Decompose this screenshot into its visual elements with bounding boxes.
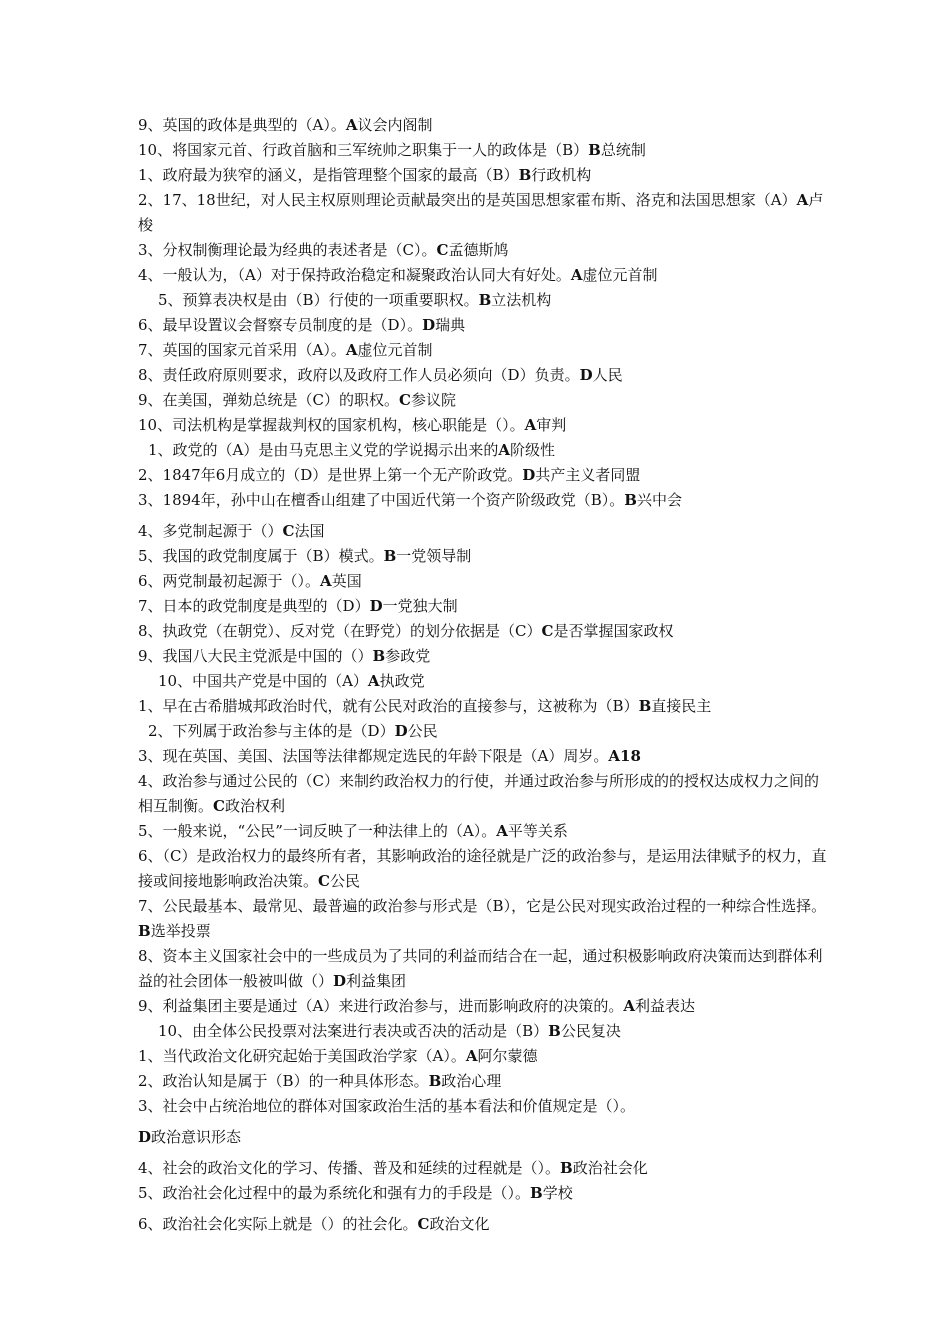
list-item <box>138 263 828 288</box>
question-text: 4、政治参与通过公民的（C）来制约政治权力的行使，并通过政治参与所形成的的授权达成权力之间的相互制衡。 <box>138 772 820 815</box>
question-text: 1、当代政治文化研究起始于美国政治学家（A）。 <box>138 1047 466 1065</box>
answer-text: 公民 <box>407 722 438 740</box>
answer-text: 英国 <box>331 572 362 590</box>
question-text: 10、将国家元首、行政首脑和三军统帅之职集于一人的政体是（B） <box>138 141 589 159</box>
answer-text: 卢梭 <box>138 191 824 234</box>
question-text: 5、预算表决权是由（B）行使的一项重要职权。 <box>158 291 479 309</box>
answer-key: D <box>369 597 383 615</box>
answer-text: 瑞典 <box>435 316 466 334</box>
answer-text: 行政机构 <box>531 166 592 184</box>
list-item <box>138 188 828 238</box>
answer-key: A <box>796 191 809 209</box>
answer-text: 政治文化 <box>429 1215 490 1233</box>
question-text: 10、中国共产党是中国的（A） <box>158 672 368 690</box>
question-text: 1、政党的（A）是由马克思主义党的学说揭示出来的 <box>148 441 499 459</box>
answer-text: 执政党 <box>379 672 425 690</box>
list-item <box>138 413 828 438</box>
answer-key: C <box>417 1215 430 1233</box>
list-item <box>138 363 828 388</box>
answer-text: 参议院 <box>410 391 456 409</box>
list-item <box>138 744 828 769</box>
answer-key: B <box>638 697 652 715</box>
answer-key: B <box>478 291 492 309</box>
answer-key: C <box>318 872 330 890</box>
list-item <box>138 1094 828 1119</box>
question-text: 8、执政党（在朝党）、反对党（在野党）的划分依据是（C） <box>138 622 542 640</box>
answer-key: A <box>570 266 583 284</box>
list-item <box>138 1019 828 1044</box>
question-text: 1、早在古希腊城邦政治时代，就有公民对政治的直接参与，这被称为（B） <box>138 697 639 715</box>
answer-text: 利益集团 <box>346 972 407 990</box>
list-item <box>138 719 828 744</box>
question-text: 4、多党制起源于（） <box>138 522 283 540</box>
list-item <box>138 1125 828 1150</box>
question-text: 2、1847年6月成立的（D）是世界上第一个无产阶政党。 <box>138 466 523 484</box>
question-text: 6、政治社会化实际上就是（）的社会化。 <box>138 1215 418 1233</box>
answer-key: A <box>496 822 508 840</box>
answer-key: C <box>399 391 411 409</box>
question-text: 1、政府最为狭窄的涵义，是指管理整个国家的最高（B） <box>138 166 519 184</box>
answer-key: A <box>524 416 537 434</box>
list-item <box>138 463 828 488</box>
answer-text: 平等关系 <box>507 822 568 840</box>
list-item <box>138 1212 828 1237</box>
list-item <box>138 113 828 138</box>
question-text: 9、在美国，弹劾总统是（C）的职权。 <box>138 391 400 409</box>
answer-text: 参政党 <box>385 647 431 665</box>
answer-text: 政治权利 <box>224 797 285 815</box>
answer-key: A <box>498 441 511 459</box>
answer-key: A <box>345 341 358 359</box>
answer-text: 阶级性 <box>510 441 556 459</box>
list-item <box>138 1156 828 1181</box>
answer-key: D <box>333 972 347 990</box>
question-text: 3、现在英国、美国、法国等法律都规定选民的年龄下限是（A）周岁。 <box>138 747 609 765</box>
answer-key: B <box>624 491 637 509</box>
answer-key: D <box>394 722 408 740</box>
answer-key: B <box>138 922 151 940</box>
answer-key: C <box>213 797 225 815</box>
question-text: 4、社会的政治文化的学习、传播、普及和延续的过程就是（）。 <box>138 1159 561 1177</box>
answer-text: 是否掌握国家政权 <box>553 622 674 640</box>
answer-key: B <box>518 166 532 184</box>
answer-key: B <box>560 1159 573 1177</box>
answer-text: 政治社会化 <box>572 1159 648 1177</box>
list-item <box>138 519 828 544</box>
answer-key: A <box>320 572 332 590</box>
list-item <box>138 1069 828 1094</box>
answer-key: B <box>588 141 601 159</box>
question-text: 4、一般认为，（A）对于保持政治稳定和凝聚政治认同大有好处。 <box>138 266 571 284</box>
list-item <box>138 844 828 894</box>
answer-text: 直接民主 <box>651 697 712 715</box>
list-item <box>138 594 828 619</box>
question-text: 7、英国的国家元首采用（A）。 <box>138 341 346 359</box>
answer-text: 孟德斯鸠 <box>448 241 509 259</box>
answer-text: 共产主义者同盟 <box>535 466 641 484</box>
list-item <box>138 288 828 313</box>
list-item <box>138 1044 828 1069</box>
question-text: 5、我国的政党制度属于（B）模式。 <box>138 547 384 565</box>
question-text: 9、英国的政体是典型的（A）。 <box>138 116 346 134</box>
answer-text: 一党领导制 <box>396 547 472 565</box>
question-text: 2、下列属于政治参与主体的是（D） <box>148 722 395 740</box>
answer-text: 利益表达 <box>635 997 696 1015</box>
question-text: 5、政治社会化过程中的最为系统化和强有力的手段是（）。 <box>138 1184 531 1202</box>
list-item <box>138 769 828 819</box>
answer-text: 一党独大制 <box>382 597 458 615</box>
question-text: 6、最早设置议会督察专员制度的是（D）。 <box>138 316 423 334</box>
answer-text: 总统制 <box>600 141 646 159</box>
answer-text: 虚位元首制 <box>582 266 658 284</box>
answer-text: 阿尔蒙德 <box>477 1047 538 1065</box>
answer-text: 兴中会 <box>636 491 682 509</box>
question-text: 6、两党制最初起源于（）。 <box>138 572 321 590</box>
list-item <box>138 819 828 844</box>
list-item <box>138 1181 828 1206</box>
answer-key: A <box>367 672 380 690</box>
answer-text: 公民 <box>329 872 360 890</box>
list-item <box>138 338 828 363</box>
answer-key: A <box>345 116 358 134</box>
answer-text: 公民复决 <box>560 1022 621 1040</box>
list-item <box>138 313 828 338</box>
answer-text: 审判 <box>536 416 567 434</box>
answer-key: B <box>372 647 386 665</box>
list-item <box>138 944 828 994</box>
question-text: 3、分权制衡理论最为经典的表述者是（C）。 <box>138 241 437 259</box>
answer-key: D <box>522 466 536 484</box>
question-text: 8、责任政府原则要求，政府以及政府工作人员必须向（D）负责。 <box>138 366 580 384</box>
question-list <box>138 113 828 1237</box>
list-item <box>138 694 828 719</box>
answer-text: 选举投票 <box>150 922 211 940</box>
question-text: 8、资本主义国家社会中的一些成员为了共同的利益而结合在一起，通过积极影响政府决策而达到群体利益的社会团体一般被叫做（） <box>138 947 823 990</box>
list-item <box>138 894 828 944</box>
question-text: 3、社会中占统治地位的群体对国家政治生活的基本看法和价值规定是（）。 <box>138 1097 636 1115</box>
answer-text: 政治意识形态 <box>151 1128 242 1146</box>
list-item <box>138 388 828 413</box>
answer-key: C <box>436 241 449 259</box>
question-text: 10、由全体公民投票对法案进行表决或否决的活动是（B） <box>158 1022 549 1040</box>
list-item <box>138 619 828 644</box>
list-item <box>138 488 828 513</box>
answer-text: 立法机构 <box>491 291 552 309</box>
list-item <box>138 669 828 694</box>
answer-key: B <box>548 1022 561 1040</box>
question-text: 2、政治认知是属于（B）的一种具体形态。 <box>138 1072 429 1090</box>
answer-text: 议会内阁制 <box>357 116 433 134</box>
answer-text: 法国 <box>294 522 325 540</box>
answer-key: A <box>623 997 636 1015</box>
answer-key: D <box>422 316 436 334</box>
question-text: 9、我国八大民主党派是中国的（） <box>138 647 373 665</box>
answer-key: D <box>579 366 593 384</box>
question-text: 3、1894年，孙中山在檀香山组建了中国近代第一个资产阶级政党（B）。 <box>138 491 625 509</box>
answer-text: 政治心理 <box>441 1072 502 1090</box>
question-text: 7、公民最基本、最常见、最普遍的政治参与形式是（B），它是公民对现实政治过程的一种综合性选择。 <box>138 897 827 915</box>
question-text: 2、17、18世纪，对人民主权原则理论贡献最突出的是英国思想家霍布斯、洛克和法国思想家（A） <box>138 191 797 209</box>
question-text: 10、司法机构是掌握裁判权的国家机构，核心职能是（）。 <box>138 416 525 434</box>
list-item <box>138 644 828 669</box>
answer-key: B <box>530 1184 543 1202</box>
answer-text: 虚位元首制 <box>357 341 433 359</box>
answer-text: 学校 <box>542 1184 573 1202</box>
question-text: 5、一般来说，“公民”一词反映了一种法律上的（A）。 <box>138 822 497 840</box>
answer-key: A18 <box>608 747 641 765</box>
list-item <box>138 163 828 188</box>
list-item <box>138 569 828 594</box>
list-item <box>138 994 828 1019</box>
answer-key: B <box>383 547 397 565</box>
list-item <box>138 544 828 569</box>
question-text: 6、（C）是政治权力的最终所有者，其影响政治的途径就是广泛的政治参与，是运用法律赋予的权力，直接或间接地影响政治决策。 <box>138 847 827 890</box>
answer-text: 人民 <box>592 366 623 384</box>
list-item <box>138 238 828 263</box>
answer-key: A <box>465 1047 478 1065</box>
list-item <box>138 138 828 163</box>
list-item <box>138 438 828 463</box>
answer-key: B <box>428 1072 442 1090</box>
question-text: 9、利益集团主要是通过（A）来进行政治参与，进而影响政府的决策的。 <box>138 997 624 1015</box>
answer-key: C <box>541 622 554 640</box>
answer-key: D <box>138 1128 152 1146</box>
question-text: 7、日本的政党制度是典型的（D） <box>138 597 370 615</box>
answer-key: C <box>282 522 295 540</box>
